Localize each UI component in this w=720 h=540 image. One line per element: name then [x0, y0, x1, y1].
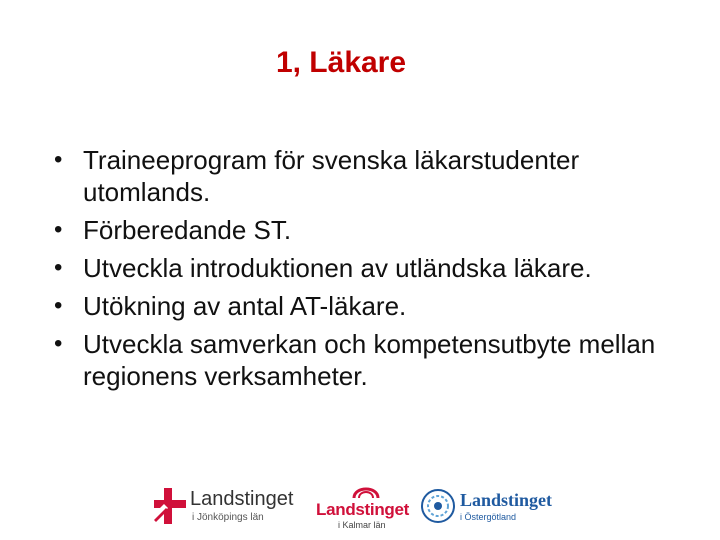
- logo-name: Landstinget: [316, 500, 410, 519]
- logo-sub: i Kalmar län: [338, 520, 386, 530]
- logo-sub: i Östergötland: [460, 512, 517, 522]
- logo-name: Landstinget: [190, 488, 294, 510]
- logo-strip: [148, 484, 578, 528]
- slide-title: 1, Läkare: [275, 46, 407, 79]
- bullet-item: [54, 214, 684, 246]
- logo-landstinget-kalmar: [316, 484, 416, 528]
- bullet-dot: •: [54, 292, 63, 319]
- bullet-text: Traineeprogram för svenska läkarstudenter utomlands.: [83, 145, 580, 207]
- bullet-text: Utökning av antal AT-läkare.: [83, 291, 407, 321]
- bullet-dot: •: [54, 330, 63, 357]
- bullet-item: [54, 144, 684, 208]
- bullet-text: Utveckla introduktionen av utländska läkare.: [83, 253, 592, 283]
- bullet-item: [54, 252, 684, 284]
- bullet-item: [54, 328, 684, 392]
- bullet-text: Utveckla samverkan och kompetensutbyte mellan regionens verksamheter.: [83, 329, 656, 391]
- logo-name: Landstinget: [460, 490, 553, 510]
- emblem-icon: [420, 488, 456, 524]
- bullet-dot: •: [54, 254, 63, 281]
- crown-icon: [351, 482, 381, 500]
- bullet-item: [54, 290, 684, 322]
- bullet-text: Förberedande ST.: [83, 215, 292, 245]
- logo-landstinget-jonkoping: [148, 484, 308, 528]
- bullet-dot: •: [54, 146, 63, 173]
- bullet-dot: •: [54, 216, 63, 243]
- logo-sub: i Jönköpings län: [192, 512, 264, 523]
- logo-landstinget-ostergotland: [420, 484, 580, 528]
- red-cross-icon: [150, 486, 190, 526]
- bullet-list: [54, 144, 684, 398]
